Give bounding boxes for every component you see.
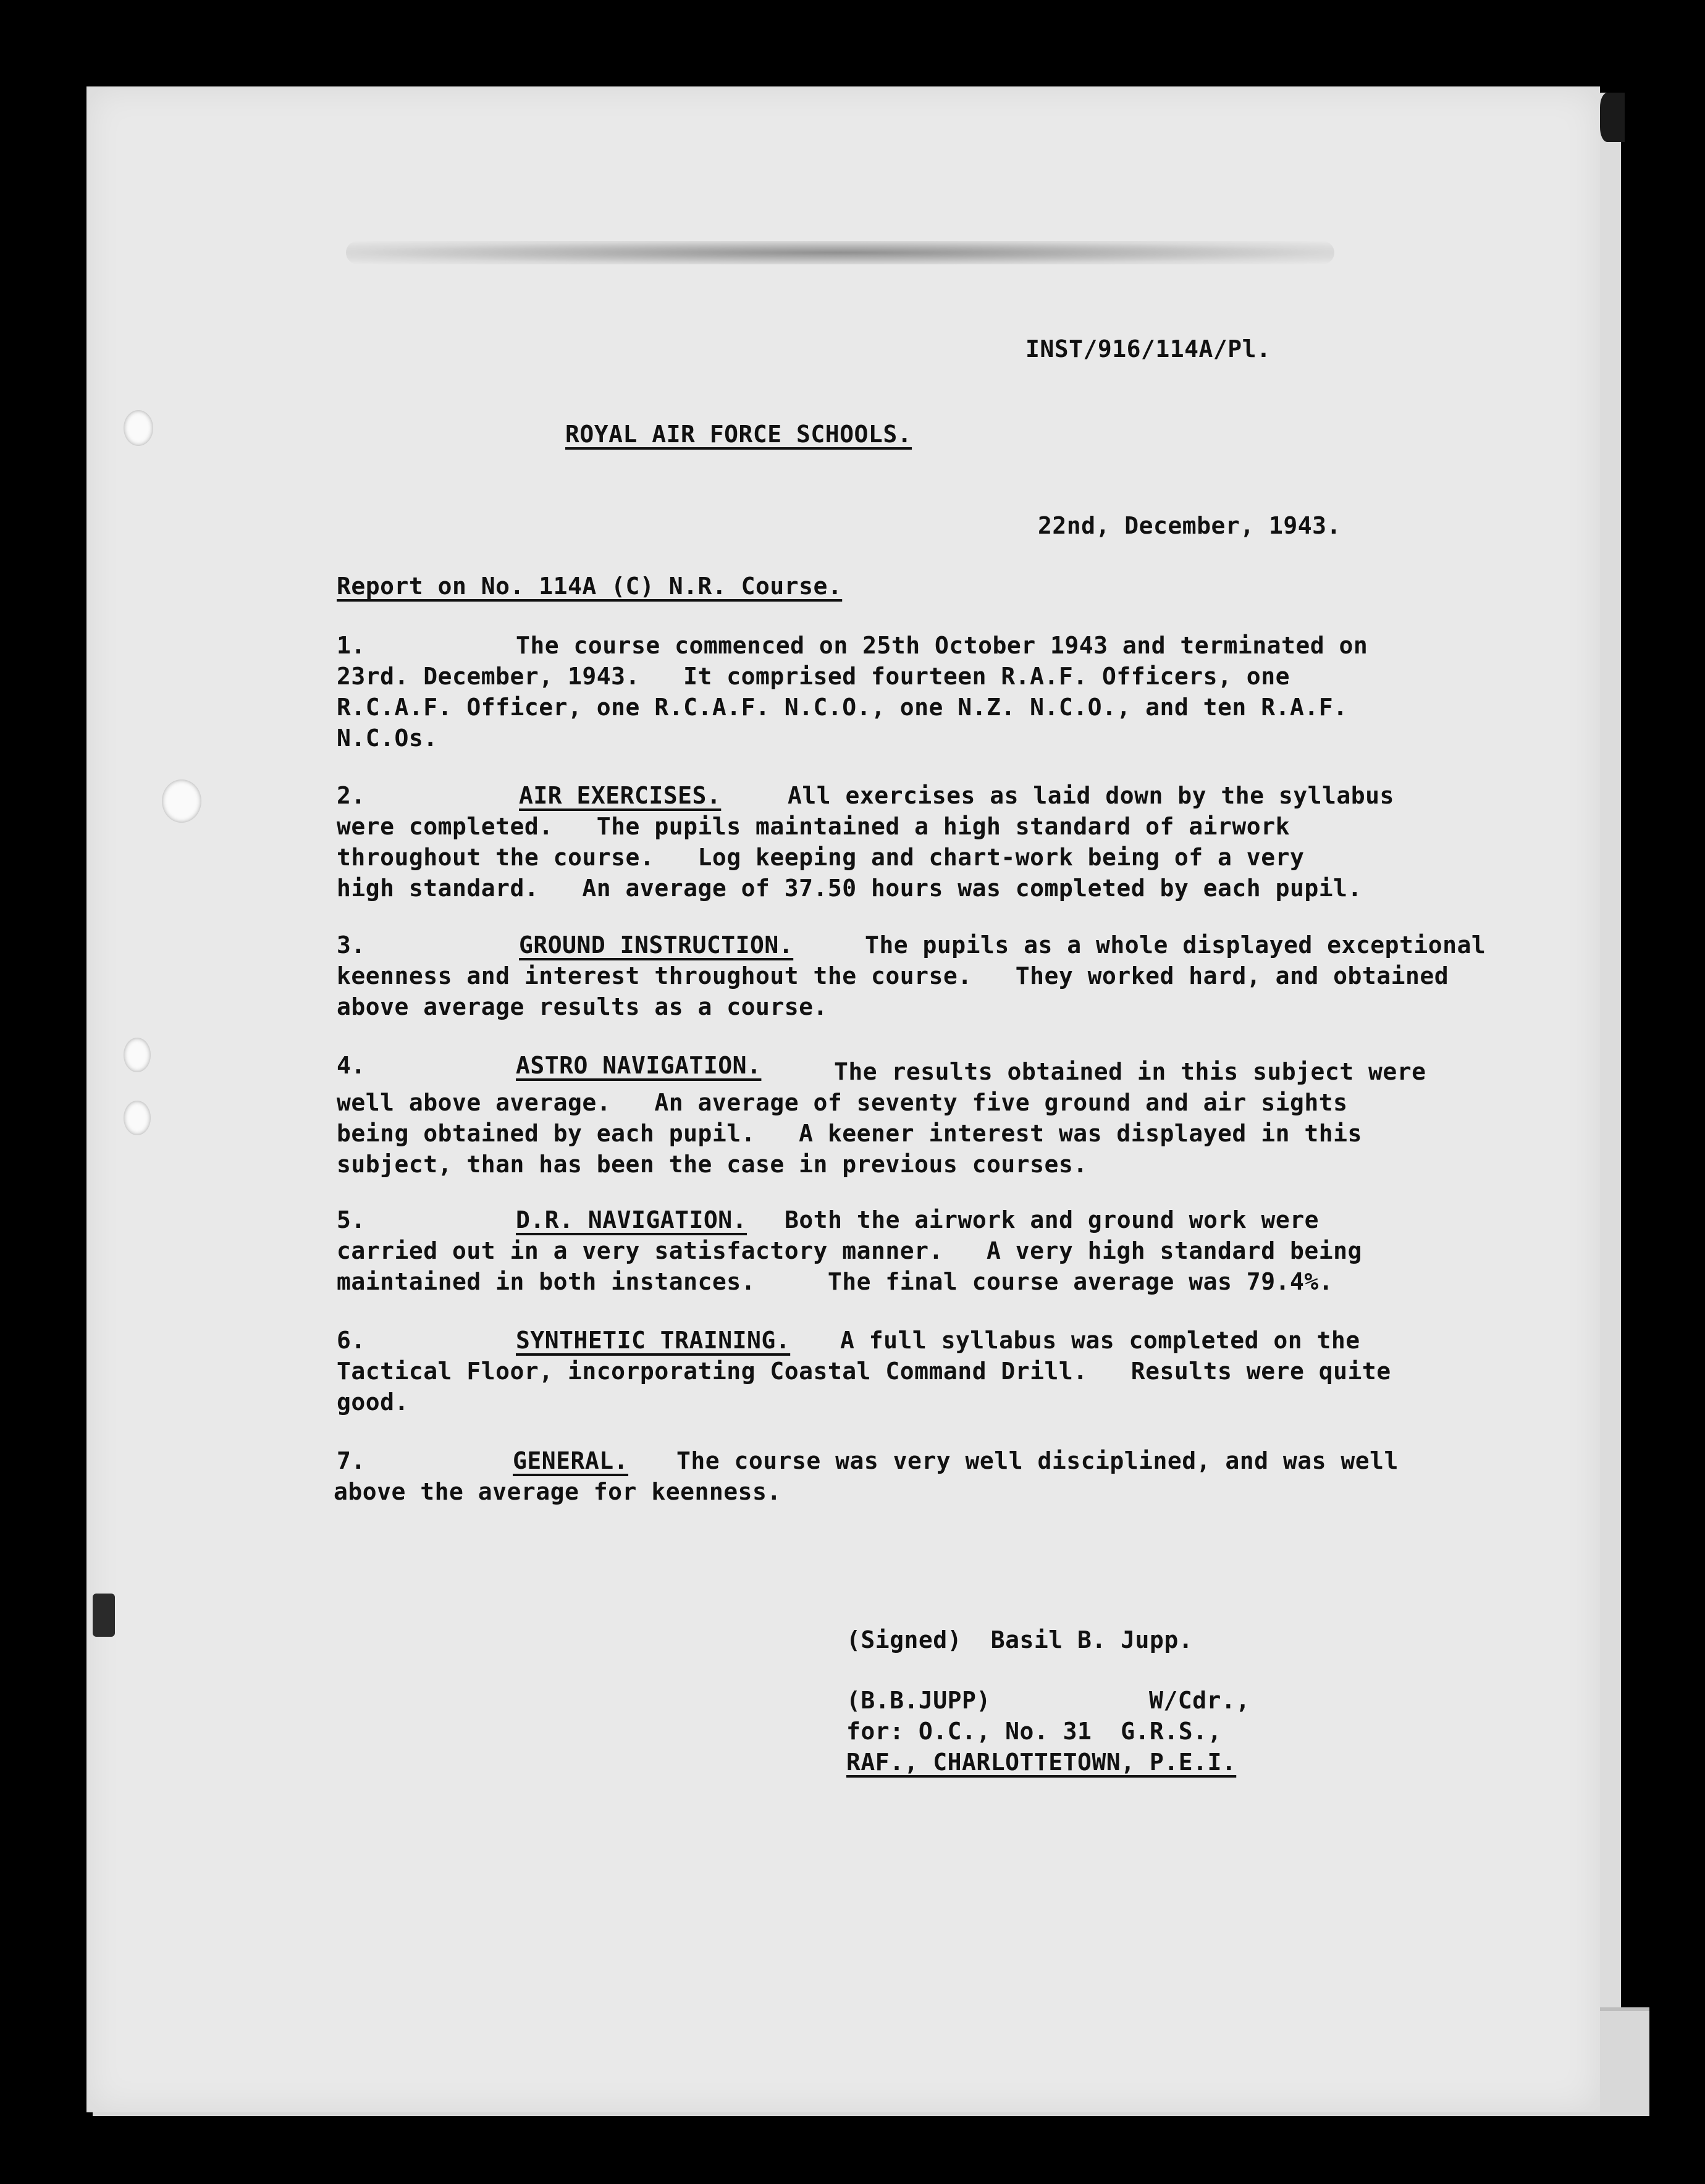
paragraph-7-heading: GENERAL.: [513, 1447, 629, 1474]
paragraph-4-line-1: The results obtained in this subject were: [834, 1058, 1426, 1085]
paragraph-1-line-4: N.C.Os.: [337, 724, 438, 752]
paragraph-2-line-2: were completed. The pupils maintained a high standard of airwork: [337, 813, 1290, 840]
paragraph-3-line-2: keenness and interest throughout the course. They worked hard, and obtained: [337, 962, 1449, 989]
paragraph-5-line-1: Both the airwork and ground work were: [785, 1206, 1319, 1233]
paragraph-1-line-3: R.C.A.F. Officer, one R.C.A.F. N.C.O., one N.Z. N.C.O., and ten R.A.F.: [337, 694, 1348, 721]
binder-clip-mark: [93, 1594, 115, 1637]
paragraph-7-number: 7.: [337, 1447, 366, 1474]
document-title: ROYAL AIR FORCE SCHOOLS.: [565, 421, 912, 448]
paragraph-6-number: 6.: [337, 1327, 366, 1354]
paragraph-4-line-2: well above average. An average of seventy five ground and air sights: [337, 1089, 1348, 1116]
paragraph-2-number: 2.: [337, 782, 366, 809]
carbon-smear: [346, 241, 1334, 264]
signed-line: (Signed) Basil B. Jupp.: [846, 1626, 1194, 1653]
paragraph-7-line-2: above the average for keenness.: [334, 1478, 781, 1505]
paragraph-4-number: 4.: [337, 1052, 366, 1079]
signatory-rank: W/Cdr.,: [1149, 1687, 1250, 1714]
paragraph-2-line-1: All exercises as laid down by the syllabus: [788, 782, 1394, 809]
signatory-station: RAF., CHARLOTTETOWN, P.E.I.: [846, 1749, 1237, 1776]
signatory-name: (B.B.JUPP): [846, 1687, 991, 1714]
punch-hole-middle: [162, 779, 201, 823]
signatory-for-line: for: O.C., No. 31 G.R.S.,: [846, 1718, 1222, 1745]
punch-hole-top: [124, 410, 153, 446]
paragraph-6-heading: SYNTHETIC TRAINING.: [516, 1327, 791, 1354]
corner-fold-mark: [1600, 93, 1625, 142]
paragraph-1-line-2: 23rd. December, 1943. It comprised fourteen R.A.F. Officers, one: [337, 663, 1290, 690]
reference-number: INST/916/114A/Pl.: [1025, 335, 1271, 363]
paragraph-4-line-4: subject, than has been the case in previous courses.: [337, 1151, 1088, 1178]
paragraph-3-line-3: above average results as a course.: [337, 993, 828, 1020]
paragraph-1-number: 1.: [337, 632, 366, 659]
paragraph-3-heading: GROUND INSTRUCTION.: [519, 931, 794, 959]
punch-hole-lower-1: [124, 1038, 151, 1072]
paragraph-7-line-1: The course was very well disciplined, and was well: [676, 1447, 1399, 1474]
paragraph-5-line-2: carried out in a very satisfactory manner. A very high standard being: [337, 1237, 1362, 1264]
paragraph-3-line-1: The pupils as a whole displayed exceptional: [865, 931, 1486, 959]
paragraph-2-line-4: high standard. An average of 37.50 hours was completed by each pupil.: [337, 875, 1362, 902]
paragraph-5-heading: D.R. NAVIGATION.: [516, 1206, 747, 1233]
paragraph-6-line-1: A full syllabus was completed on the: [840, 1327, 1360, 1354]
paragraph-3-number: 3.: [337, 931, 366, 959]
paragraph-2-line-3: throughout the course. Log keeping and chart-work being of a very: [337, 844, 1305, 871]
paragraph-6-line-2: Tactical Floor, incorporating Coastal Command Drill. Results were quite: [337, 1358, 1391, 1385]
report-subject: Report on No. 114A (C) N.R. Course.: [337, 573, 843, 600]
paragraph-5-line-3: maintained in both instances. The final course average was 79.4%.: [337, 1268, 1334, 1295]
paragraph-2-heading: AIR EXERCISES.: [519, 782, 722, 809]
paragraph-6-line-3: good.: [337, 1388, 409, 1416]
document-date: 22nd, December, 1943.: [1038, 512, 1341, 539]
paragraph-5-number: 5.: [337, 1206, 366, 1233]
paragraph-1-line-1: The course commenced on 25th October 1943 and terminated on: [516, 632, 1368, 659]
punch-hole-lower-2: [124, 1101, 151, 1135]
paragraph-4-line-3: being obtained by each pupil. A keener interest was displayed in this: [337, 1120, 1362, 1147]
paragraph-4-heading: ASTRO NAVIGATION.: [516, 1052, 762, 1079]
